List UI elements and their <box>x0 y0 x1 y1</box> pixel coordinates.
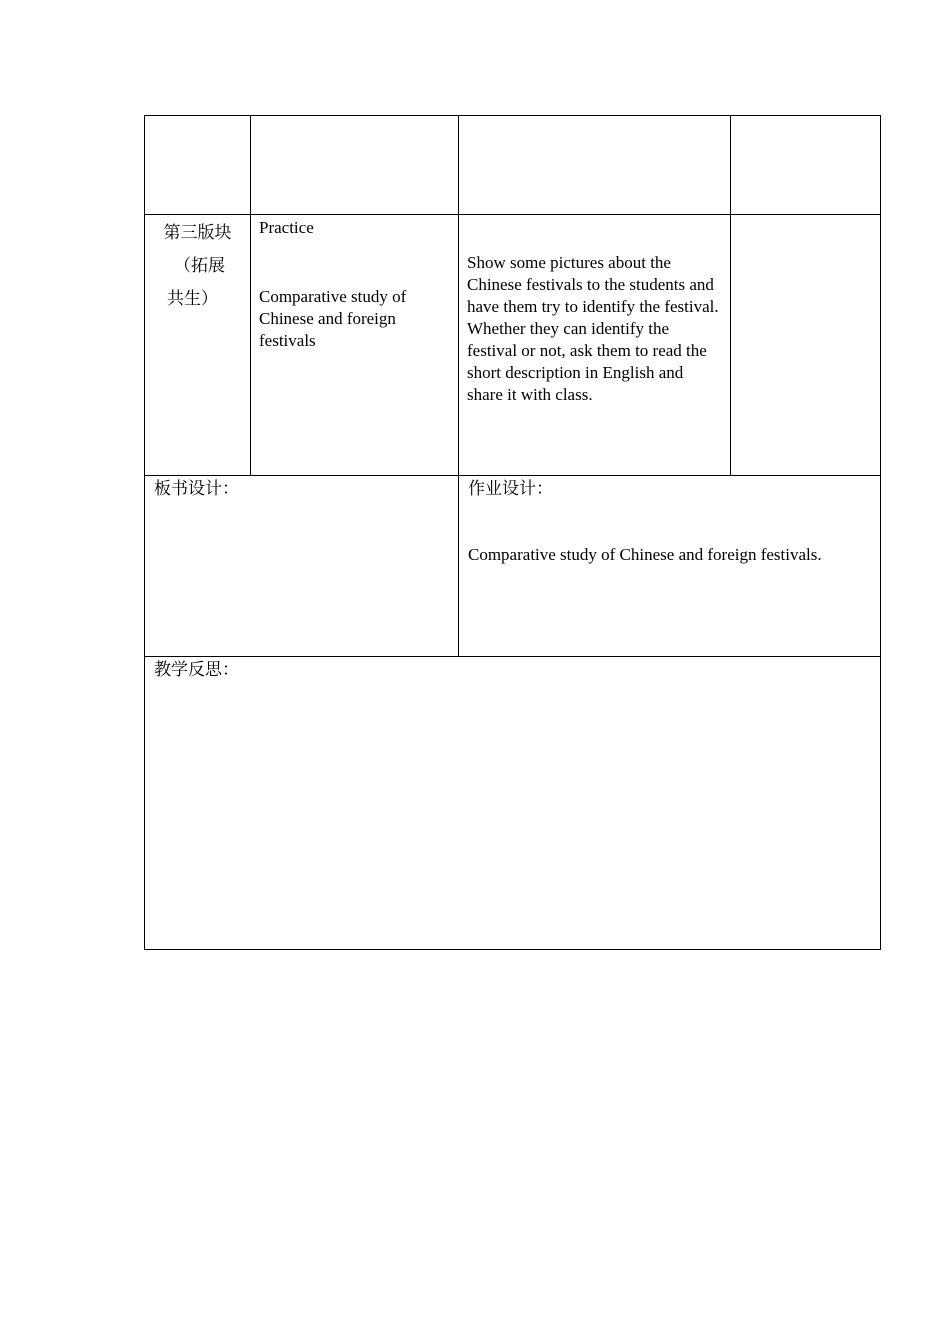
content-subtitle: Comparative study of Chinese and foreign festivals <box>259 287 407 350</box>
lesson-plan-table <box>144 115 881 950</box>
board-design-label: 板书设计： <box>154 479 239 499</box>
stage-label-line2: （拓展 <box>174 256 225 276</box>
table-row-reflection <box>145 657 881 950</box>
board-design-cell <box>145 476 459 657</box>
reflection-label: 教学反思： <box>154 660 239 680</box>
stage-label-line1: 第三版块 <box>163 223 232 243</box>
empty-cell-stage <box>145 116 251 215</box>
empty-cell-activity <box>459 116 731 215</box>
stage-label-line3: 共生） <box>167 289 218 309</box>
activity-description: Show some pictures about the Chinese festivals to the students and have them try to identify the festival. Whether they can identify the festival or not, ask them to read the short description in English and share it with class. <box>467 253 719 404</box>
content-title: Practice <box>259 218 314 237</box>
reflection-cell <box>145 657 881 950</box>
content-cell <box>251 215 459 476</box>
table-row-practice <box>145 215 881 476</box>
stage-cell <box>145 215 251 476</box>
activity-cell <box>459 215 731 476</box>
homework-text: Comparative study of Chinese and foreign festivals. <box>468 545 822 564</box>
empty-cell-notes <box>731 116 881 215</box>
table-row-board-homework <box>145 476 881 657</box>
table-row-empty <box>145 116 881 215</box>
notes-cell <box>731 215 881 476</box>
homework-label: 作业设计： <box>468 479 553 499</box>
homework-cell <box>459 476 881 657</box>
empty-cell-content <box>251 116 459 215</box>
